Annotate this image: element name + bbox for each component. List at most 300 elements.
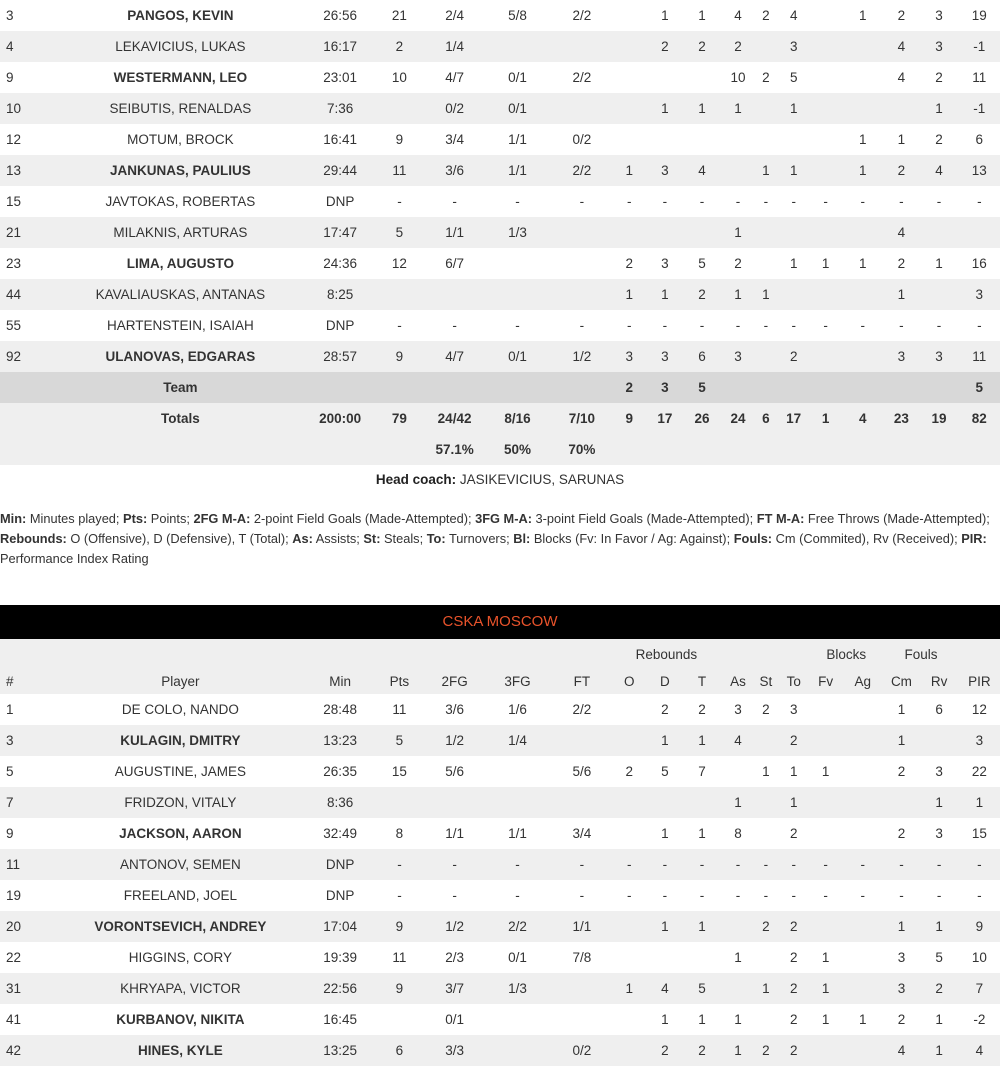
stat-fg3: 1/3: [508, 981, 527, 996]
stat-fv: -: [823, 318, 828, 333]
stat-pir: 11: [972, 70, 987, 85]
stat-d: [648, 124, 681, 155]
stat-d: 2: [661, 702, 669, 717]
stat-rv: 4: [935, 163, 943, 178]
stat-d: 1: [661, 733, 669, 748]
stat-ft: [554, 973, 611, 1004]
stat-ft: 1/1: [572, 919, 592, 934]
stat-fv: [809, 217, 842, 248]
stat-ag: [842, 62, 883, 93]
stat-st: 2: [762, 1043, 770, 1058]
team-stat-pir: 5: [975, 380, 984, 395]
stat-to: 2: [789, 950, 798, 965]
stat-pir: 15: [971, 826, 987, 841]
stat-fg3: [481, 279, 553, 310]
stat-min: 16:17: [323, 39, 358, 54]
stat-pir: 6: [975, 132, 984, 147]
stat-num: 22: [6, 950, 22, 965]
stat-ft: [554, 725, 611, 756]
stat-d: [648, 62, 681, 93]
stat-pts: [371, 279, 428, 310]
legend-key: 2FG M-A:: [193, 511, 251, 526]
player-name[interactable]: KULAGIN, DMITRY: [120, 733, 241, 748]
player-row: [0, 880, 1000, 911]
stat-t: 2: [698, 287, 706, 302]
stat-st: [754, 818, 779, 849]
stat-cm: [883, 93, 919, 124]
player-row: [0, 756, 1000, 787]
stat-st: [754, 725, 779, 756]
total-to: 17: [786, 411, 802, 426]
col-header-3fg[interactable]: 3FG: [504, 674, 531, 689]
stat-fg2: -: [452, 857, 457, 872]
col-header-player[interactable]: Player: [161, 674, 200, 689]
stat-cm: 3: [897, 950, 906, 965]
stat-as: [723, 911, 754, 942]
stat-pts: 6: [395, 1043, 404, 1058]
stat-fv: 1: [821, 764, 830, 779]
stat-d: 3: [661, 163, 669, 178]
player-name[interactable]: ULANOVAS, EDGARAS: [105, 349, 256, 364]
stat-to: -: [791, 888, 796, 903]
team-name[interactable]: CSKA MOSCOW: [442, 613, 558, 630]
total-pir: 82: [971, 411, 987, 426]
rebounds-group-header: Rebounds: [635, 646, 698, 662]
stat-d: 3: [661, 256, 669, 271]
stat-fg2: 5/6: [445, 764, 464, 779]
stat-min: 17:47: [323, 225, 358, 240]
col-header-fv[interactable]: Fv: [818, 674, 834, 689]
totals-label: Totals: [161, 411, 200, 426]
col-header-ft[interactable]: FT: [573, 674, 591, 689]
fouls-group-header: Fouls: [904, 646, 938, 662]
stat-as: 2: [734, 39, 742, 54]
player-name[interactable]: AUGUSTINE, JAMES: [114, 764, 247, 779]
stat-cm: -: [899, 857, 904, 872]
col-header-as[interactable]: As: [730, 674, 746, 689]
pct-fg3: 50%: [503, 442, 531, 457]
stat-o: [610, 725, 648, 756]
legend-key: Fouls:: [733, 531, 773, 546]
player-row: [0, 186, 1000, 217]
stat-as: 1: [734, 287, 742, 302]
stat-to: -: [791, 857, 796, 872]
legend-description: Turnovers;: [445, 531, 514, 546]
stat-fg2: 1/1: [445, 225, 464, 240]
col-header-2fg[interactable]: 2FG: [441, 674, 468, 689]
stat-fv: [809, 341, 842, 372]
stat-as: 8: [734, 826, 742, 841]
stat-num: 92: [6, 349, 22, 364]
stat-fv: [809, 62, 842, 93]
stat-ag: [842, 818, 883, 849]
stat-num: 5: [6, 764, 14, 779]
stat-cm: 3: [897, 349, 906, 364]
stat-min: DNP: [325, 194, 355, 209]
stat-ag: 1: [859, 163, 867, 178]
col-header-cm[interactable]: Cm: [890, 674, 912, 689]
player-name[interactable]: JAVTOKAS, ROBERTAS: [105, 194, 256, 209]
player-name[interactable]: HIGGINS, CORY: [128, 950, 233, 965]
stat-o: [610, 1004, 648, 1035]
team-stat-t: 5: [698, 380, 706, 395]
stat-min: 16:41: [323, 132, 358, 147]
stat-pts: -: [397, 888, 402, 903]
stat-to: 2: [789, 981, 798, 996]
stat-rv: 2: [935, 70, 943, 85]
stat-cm: 1: [897, 287, 906, 302]
stat-rv: 3: [935, 8, 943, 23]
stat-ag: -: [860, 318, 865, 333]
stat-min: 8:25: [327, 287, 354, 302]
col-header-rv[interactable]: Rv: [930, 674, 948, 689]
player-row: [0, 725, 1000, 756]
stat-cm: 2: [897, 8, 906, 23]
stat-fv: -: [823, 857, 828, 872]
stat-as: 3: [734, 349, 742, 364]
col-header-d[interactable]: D: [659, 674, 670, 689]
stat-fv: [809, 818, 842, 849]
player-row: [0, 31, 1000, 62]
player-row: [0, 787, 1000, 818]
stat-t: [681, 124, 722, 155]
total-st: 6: [762, 411, 770, 426]
stat-st: [754, 31, 779, 62]
stat-d: -: [662, 318, 668, 333]
player-name[interactable]: KHRYAPA, VICTOR: [120, 981, 241, 996]
stat-d: [648, 942, 681, 973]
col-header-ag[interactable]: Ag: [854, 674, 872, 689]
stat-st: [754, 942, 779, 973]
stat-cm: 4: [897, 70, 906, 85]
stat-pts: 2: [395, 39, 404, 54]
stat-st: 2: [762, 8, 770, 23]
stat-to: 1: [789, 256, 798, 271]
stat-o: [610, 818, 648, 849]
stat-ft: [554, 217, 611, 248]
stat-to: -: [791, 194, 796, 209]
stat-fg3: 1/6: [508, 702, 527, 717]
stat-ft: [554, 93, 611, 124]
player-name[interactable]: LEKAVICIUS, LUKAS: [115, 39, 246, 54]
stat-min: 26:35: [323, 764, 358, 779]
stat-as: -: [735, 318, 741, 333]
player-name[interactable]: JANKUNAS, PAULIUS: [110, 163, 251, 178]
stat-st: -: [763, 194, 769, 209]
stat-cm: 2: [897, 163, 906, 178]
legend-key: Rebounds:: [0, 531, 67, 546]
col-header-to[interactable]: To: [786, 674, 801, 689]
stat-rv: -: [936, 194, 942, 209]
stat-rv: 1: [935, 919, 943, 934]
head-coach-label: Head coach:: [375, 472, 457, 487]
stat-fg2: 1/2: [445, 733, 464, 748]
boxscore-header: [0, 639, 1000, 694]
col-header-pts[interactable]: Pts: [389, 674, 410, 689]
stat-fv: [809, 911, 842, 942]
stat-pir: -: [977, 857, 982, 872]
total-ag: 4: [859, 411, 867, 426]
stat-as: 1: [734, 1012, 742, 1027]
stat-pir: -2: [973, 1012, 986, 1027]
stat-min: 8:36: [327, 795, 354, 810]
stat-as: 1: [734, 225, 742, 240]
player-row: [0, 973, 1000, 1004]
stat-o: [610, 93, 648, 124]
stat-o: -: [627, 194, 632, 209]
head-coach-name: JASIKEVICIUS, SARUNAS: [459, 472, 625, 487]
stat-num: 41: [6, 1012, 22, 1027]
stat-num: 3: [6, 733, 14, 748]
stat-cm: 1: [897, 702, 906, 717]
stat-t: 2: [698, 1043, 706, 1058]
stat-pts: 9: [395, 919, 404, 934]
stat-rv: -: [936, 888, 942, 903]
stat-cm: 4: [897, 39, 906, 54]
stat-fg3: [481, 756, 553, 787]
stat-pir: -: [977, 318, 982, 333]
stat-ft: [554, 248, 611, 279]
legend-description: Performance Index Rating: [0, 551, 149, 566]
col-header-st[interactable]: St: [759, 674, 773, 689]
player-name[interactable]: JACKSON, AARON: [119, 826, 242, 841]
stat-as: 1: [734, 795, 742, 810]
stat-rv: -: [936, 318, 942, 333]
stat-as: 3: [734, 702, 742, 717]
stat-rv: -: [936, 857, 942, 872]
player-name[interactable]: KURBANOV, NIKITA: [116, 1012, 245, 1027]
stat-ft: [554, 279, 611, 310]
stat-fg3: 1/4: [508, 733, 527, 748]
stat-fg2: 4/7: [445, 349, 464, 364]
stat-cm: 2: [897, 826, 906, 841]
stat-t: 6: [698, 349, 706, 364]
player-row: [0, 942, 1000, 973]
player-row: [0, 818, 1000, 849]
stat-as: [723, 973, 754, 1004]
stat-rv: 6: [935, 702, 943, 717]
stat-to: 2: [789, 1043, 798, 1058]
percentages-row: [0, 434, 1000, 465]
legend-description: O (Offensive), D (Defensive), T (Total);: [66, 531, 293, 546]
player-row: [0, 124, 1000, 155]
stat-pts: -: [397, 857, 402, 872]
stat-st: 2: [762, 702, 770, 717]
legend-description: Blocks (Fv: In Favor / Ag: Against);: [530, 531, 734, 546]
player-row: [0, 694, 1000, 725]
stat-num: 20: [6, 919, 22, 934]
stat-d: 1: [661, 919, 669, 934]
team-stat-o: 2: [625, 380, 634, 395]
stat-cm: -: [899, 194, 904, 209]
stat-num: 44: [6, 287, 22, 302]
stat-o: 1: [625, 981, 634, 996]
stat-pts: -: [397, 194, 402, 209]
stat-pts: 11: [392, 163, 407, 178]
column-header-row: [0, 669, 1000, 694]
stat-cm: 4: [897, 1043, 906, 1058]
stat-cm: 2: [897, 764, 906, 779]
stat-num: 13: [6, 163, 22, 178]
stat-fv: -: [823, 194, 828, 209]
stat-pir: -: [977, 888, 982, 903]
col-header-number[interactable]: #: [6, 674, 14, 689]
stat-ag: [842, 911, 883, 942]
player-name[interactable]: HARTENSTEIN, ISAIAH: [107, 318, 254, 333]
stat-num: 23: [6, 256, 22, 271]
stat-o: [610, 694, 648, 725]
player-name[interactable]: LIMA, AUGUSTO: [126, 256, 235, 271]
player-row: [0, 248, 1000, 279]
stat-ag: [842, 694, 883, 725]
total-pts: 79: [391, 411, 407, 426]
stat-rv: 1: [935, 1012, 943, 1027]
stat-d: 2: [661, 1043, 669, 1058]
stat-st: -: [763, 888, 769, 903]
stat-fg2: 2/3: [445, 950, 464, 965]
player-name[interactable]: ANTONOV, SEMEN: [119, 857, 241, 872]
stat-ag: [842, 93, 883, 124]
stat-ft: -: [579, 318, 585, 333]
stat-ft: -: [579, 194, 585, 209]
stat-o: [610, 911, 648, 942]
col-header-o[interactable]: O: [624, 674, 635, 689]
stat-rv: 3: [935, 764, 943, 779]
stat-st: [754, 1004, 779, 1035]
player-name[interactable]: MILAKNIS, ARTURAS: [113, 225, 248, 240]
player-name[interactable]: FRIDZON, VITALY: [124, 795, 237, 810]
stat-pts: 8: [395, 826, 404, 841]
stat-fg3: [481, 248, 553, 279]
stat-st: [754, 787, 779, 818]
stat-fg3: 0/1: [508, 349, 527, 364]
stat-pts: [371, 1004, 428, 1035]
stat-rv: 5: [935, 950, 943, 965]
stat-as: 1: [734, 101, 742, 116]
stat-fg3: 0/1: [508, 70, 527, 85]
stat-ag: [842, 787, 883, 818]
stat-ft: -: [579, 888, 585, 903]
stat-o: [610, 124, 648, 155]
col-header-t[interactable]: T: [697, 674, 707, 689]
stat-pts: [371, 787, 428, 818]
stat-t: 1: [698, 733, 706, 748]
stat-min: DNP: [325, 888, 355, 903]
player-name[interactable]: WESTERMANN, LEO: [113, 70, 248, 85]
stat-to: -: [791, 318, 796, 333]
stat-fv: [809, 124, 842, 155]
home-team-rows: [0, 0, 1000, 465]
stat-o: [610, 787, 648, 818]
stat-fg2: 3/4: [445, 132, 464, 147]
stat-num: 11: [6, 857, 21, 872]
stat-to: [778, 217, 809, 248]
player-name[interactable]: MOTUM, BROCK: [127, 132, 234, 147]
stat-cm: -: [899, 888, 904, 903]
player-name[interactable]: KAVALIAUSKAS, ANTANAS: [95, 287, 266, 302]
stat-min: DNP: [325, 857, 355, 872]
legend-key: FT M-A:: [756, 511, 805, 526]
col-header-pir[interactable]: PIR: [968, 674, 991, 689]
stat-num: 15: [6, 194, 22, 209]
stat-pts: 9: [395, 981, 404, 996]
head-coach-line: [0, 465, 1000, 495]
stat-o: 3: [625, 349, 634, 364]
stat-ft: [554, 1004, 611, 1035]
stat-fg3: [481, 1004, 553, 1035]
stat-num: 55: [6, 318, 22, 333]
player-name[interactable]: SEIBUTIS, RENALDAS: [109, 101, 252, 116]
stat-o: [610, 0, 648, 31]
stat-min: 26:56: [323, 8, 358, 23]
stat-st: 1: [762, 287, 770, 302]
total-rv: 19: [931, 411, 947, 426]
player-name[interactable]: DE COLO, NANDO: [121, 702, 239, 717]
team-row-label: Team: [163, 380, 198, 395]
stat-cm: [883, 787, 919, 818]
player-row: [0, 310, 1000, 341]
col-header-min[interactable]: Min: [329, 674, 352, 689]
stat-pts: 9: [395, 132, 404, 147]
stat-num: 1: [6, 702, 14, 717]
stat-ag: -: [860, 888, 866, 903]
stat-to: [778, 124, 809, 155]
legend-key: To:: [426, 531, 446, 546]
stat-to: 1: [789, 795, 798, 810]
stat-fg2: 1/2: [445, 919, 464, 934]
stat-as: [723, 124, 754, 155]
player-name[interactable]: HINES, KYLE: [138, 1043, 223, 1058]
stat-st: 2: [762, 70, 770, 85]
legend-key: Min:: [0, 511, 27, 526]
stat-t: 1: [698, 826, 706, 841]
legend-description: 3-point Field Goals (Made-Attempted);: [531, 511, 757, 526]
stat-pir: -1: [973, 39, 986, 54]
stat-num: 31: [6, 981, 22, 996]
stat-t: 1: [698, 8, 706, 23]
stat-pir: 13: [971, 163, 987, 178]
away-team-rows: [0, 694, 1000, 1066]
stat-rv: 2: [935, 981, 943, 996]
stat-d: [648, 217, 681, 248]
stat-to: 2: [789, 349, 798, 364]
stat-num: 12: [6, 132, 22, 147]
stat-fg3: [481, 787, 553, 818]
stat-pts: -: [397, 318, 402, 333]
stat-fg2: 2/4: [445, 8, 464, 23]
stat-pir: 19: [971, 8, 987, 23]
stat-ft: 0/2: [572, 132, 592, 147]
stat-min: 24:36: [323, 256, 358, 271]
stat-pir: 7: [975, 981, 984, 996]
stat-pir: 3: [975, 287, 984, 302]
total-t: 26: [694, 411, 710, 426]
legend-description: Cm (Commited), Rv (Received);: [772, 531, 962, 546]
stat-t: 5: [698, 981, 706, 996]
stat-fg3: -: [515, 318, 520, 333]
stat-min: 19:39: [323, 950, 358, 965]
player-name[interactable]: PANGOS, KEVIN: [127, 8, 234, 23]
player-name[interactable]: VORONTSEVICH, ANDREY: [94, 919, 267, 934]
stat-pir: [959, 217, 1000, 248]
stat-fv: 1: [821, 256, 830, 271]
stat-fg2: 3/6: [445, 702, 464, 717]
home-team-boxscore: [0, 0, 1000, 465]
stat-ag: [842, 217, 883, 248]
player-name[interactable]: FREELAND, JOEL: [123, 888, 238, 903]
stat-d: 1: [661, 101, 669, 116]
stat-d: 4: [661, 981, 669, 996]
